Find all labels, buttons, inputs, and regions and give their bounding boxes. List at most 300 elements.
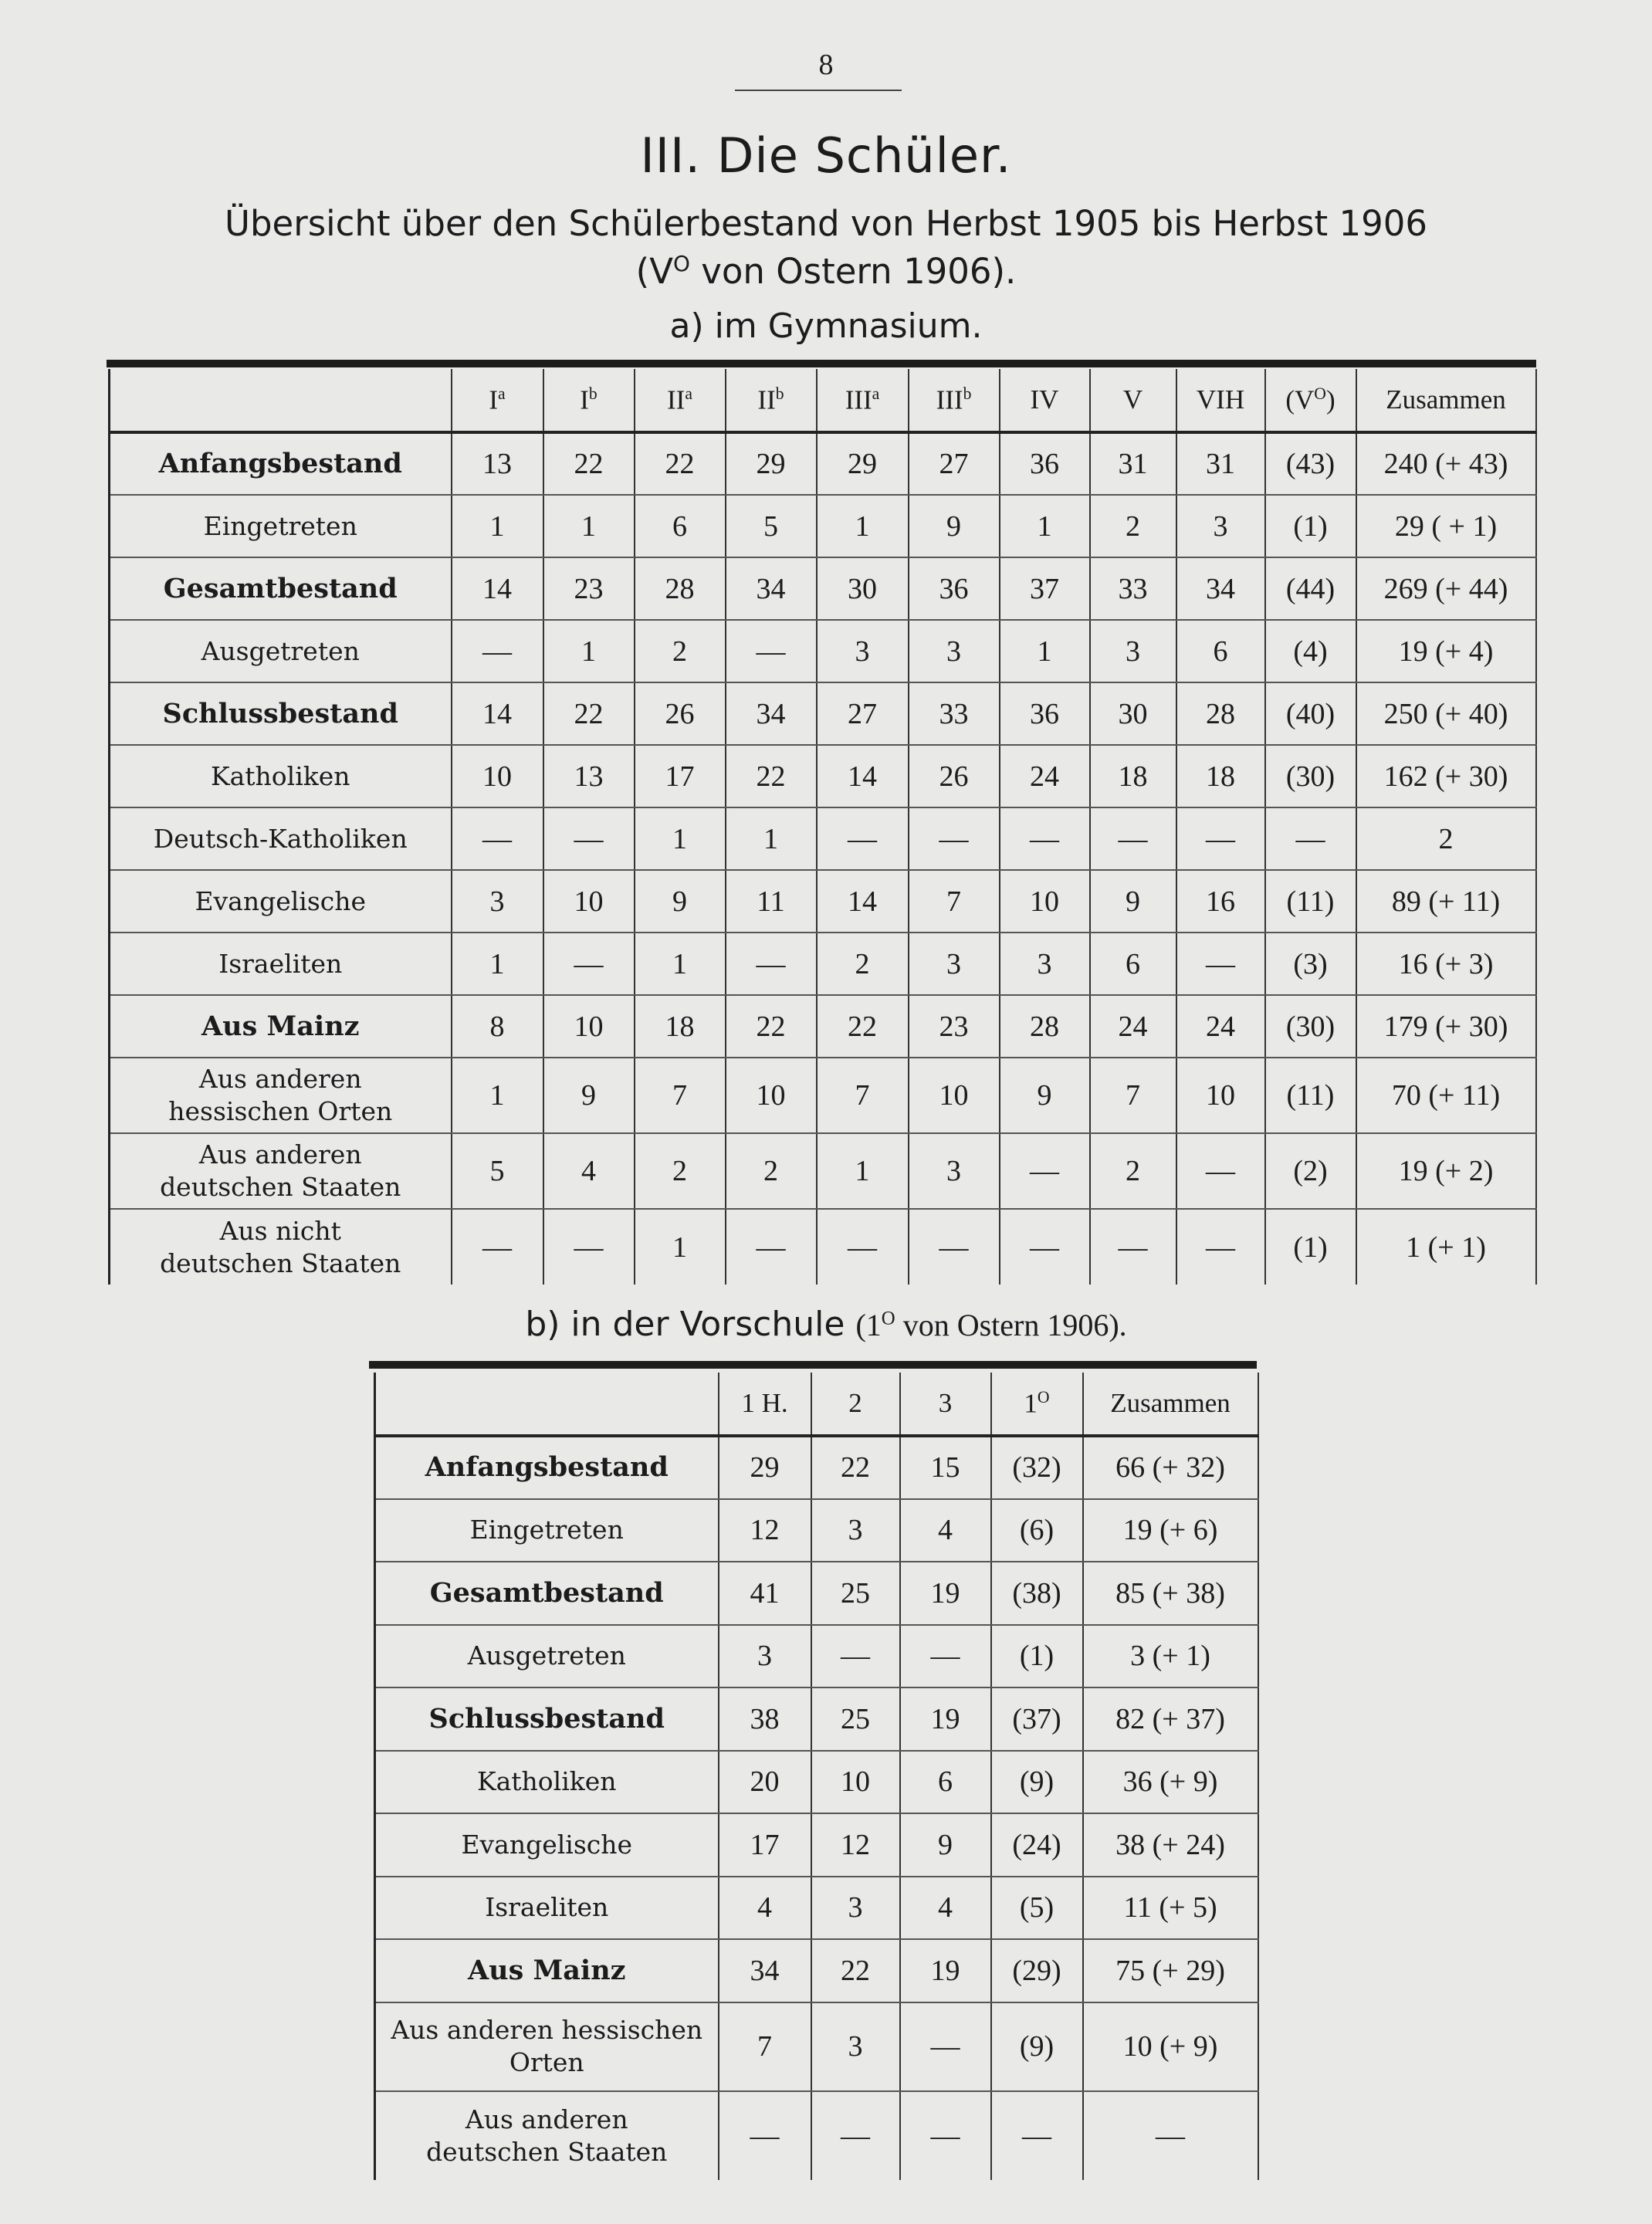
table-cell: 18 (1176, 745, 1265, 807)
table-row (375, 2091, 1258, 2180)
table-cell: 7 (635, 1058, 726, 1133)
table-cell: 24 (1000, 745, 1090, 807)
table-cell: 36 (+ 9) (1083, 1751, 1258, 1814)
table-cell: 14 (452, 557, 543, 620)
table-cell: 6 (900, 1751, 991, 1814)
table-cell: (32) (991, 1436, 1083, 1499)
table-cell: 10 (1000, 870, 1090, 933)
table-cell: (3) (1265, 933, 1356, 995)
table-cell: 22 (811, 1939, 900, 2002)
table-cell: — (1176, 807, 1265, 870)
row-label: Israeliten (110, 933, 452, 995)
column-header (452, 369, 543, 432)
table-cell: — (1000, 1133, 1090, 1209)
table-cell: 34 (719, 1939, 811, 2002)
table-cell: 27 (817, 682, 909, 745)
table-cell: 3 (1000, 933, 1090, 995)
table-row (375, 1939, 1258, 2002)
table-cell: 1 (543, 495, 635, 557)
row-label-line: Orten (509, 2047, 584, 2077)
table-row (375, 1687, 1258, 1751)
table-row (375, 1499, 1258, 1562)
table-cell: 28 (1000, 995, 1090, 1058)
row-label: Katholiken (110, 745, 452, 807)
row-label-line: Aus anderen (198, 1139, 362, 1170)
table-cell: 38 (+ 24) (1083, 1813, 1258, 1877)
table-cell: 4 (719, 1877, 811, 1940)
table-cell: — (817, 1209, 909, 1285)
table-cell: 2 (635, 620, 726, 682)
row-label: Gesamtbestand (110, 557, 452, 620)
table-row (110, 870, 1536, 933)
table-cell: — (1090, 807, 1176, 870)
table-cell: 23 (543, 557, 635, 620)
table-cell: 2 (1090, 495, 1176, 557)
table-header-row (110, 369, 1536, 432)
table-cell: 33 (1090, 557, 1176, 620)
column-header-sup: a (498, 384, 506, 403)
table-cell: — (719, 2091, 811, 2180)
row-label: Anfangsbestand (110, 432, 452, 495)
table-cell: 19 (900, 1562, 991, 1625)
column-header (811, 1373, 900, 1436)
table-cell: — (1176, 1209, 1265, 1285)
column-header-base: I (489, 384, 498, 415)
table-row (375, 1625, 1258, 1688)
row-label: Eingetreten (110, 495, 452, 557)
table-cell: 41 (719, 1562, 811, 1625)
table-cell: 1 (452, 1058, 543, 1133)
header-blank-cell (110, 369, 452, 432)
column-header-sup: b (775, 384, 784, 403)
table-row (110, 933, 1536, 995)
table-cell: — (1176, 1133, 1265, 1209)
row-label: Aus Mainz (110, 995, 452, 1058)
table-cell: (1) (1265, 1209, 1356, 1285)
row-label-line: deutschen Staaten (426, 2136, 668, 2167)
table-row (110, 807, 1536, 870)
column-header (1356, 369, 1536, 432)
table-cell: 10 (811, 1751, 900, 1814)
table-cell: 3 (811, 2002, 900, 2091)
table-row (110, 1133, 1536, 1209)
table-cell: 16 (1176, 870, 1265, 933)
table-cell: 9 (635, 870, 726, 933)
table-cell: (40) (1265, 682, 1356, 745)
table-cell: 36 (1000, 432, 1090, 495)
table-cell: 179 (+ 30) (1356, 995, 1536, 1058)
table-cell: 3 (909, 620, 1000, 682)
page-subtitle: Übersicht über den Schülerbestand von Herbst 1905 bis Herbst 1906 (225, 203, 1427, 244)
table-cell: 3 (1176, 495, 1265, 557)
table-cell: 4 (900, 1877, 991, 1940)
column-header-base: Zusammen (1110, 1388, 1231, 1418)
table-cell: 250 (+ 40) (1356, 682, 1536, 745)
table-cell: — (726, 1209, 817, 1285)
section-b-title: b) in der Vorschule (525, 1305, 845, 1344)
table-cell: 33 (909, 682, 1000, 745)
table-cell: 7 (909, 870, 1000, 933)
column-header (543, 369, 635, 432)
table-cell: 1 (543, 620, 635, 682)
row-label: Deutsch-Katholiken (110, 807, 452, 870)
row-label: Katholiken (375, 1751, 719, 1814)
column-header-base: 3 (938, 1388, 953, 1418)
section-b-note (855, 1308, 1126, 1342)
row-label (375, 2002, 719, 2091)
table-cell: 11 (+ 5) (1083, 1877, 1258, 1940)
row-label: Schlussbestand (110, 682, 452, 745)
table-cell: 22 (726, 745, 817, 807)
column-header (817, 369, 909, 432)
column-header-base: 1 (1024, 1388, 1038, 1419)
table-cell: 1 (635, 1209, 726, 1285)
row-label: Eingetreten (375, 1499, 719, 1562)
table-cell: 12 (811, 1813, 900, 1877)
table-cell: 10 (1176, 1058, 1265, 1133)
table-cell: 14 (452, 682, 543, 745)
table-cell: (29) (991, 1939, 1083, 2002)
table-cell: 19 (+ 4) (1356, 620, 1536, 682)
table-cell: 24 (1176, 995, 1265, 1058)
column-header (1090, 369, 1176, 432)
table-cell: (44) (1265, 557, 1356, 620)
column-header-sup: O (1314, 384, 1326, 403)
row-label (110, 1133, 452, 1209)
table-cell: 12 (719, 1499, 811, 1562)
table-cell: 3 (909, 933, 1000, 995)
table-cell: 82 (+ 37) (1083, 1687, 1258, 1751)
table-cell: 9 (1000, 1058, 1090, 1133)
table-cell: 2 (635, 1133, 726, 1209)
table-cell: 27 (909, 432, 1000, 495)
table-cell: 26 (635, 682, 726, 745)
table-cell: 22 (543, 432, 635, 495)
table-cell: 34 (726, 557, 817, 620)
column-header-sup: b (963, 384, 972, 403)
subtitle2-suffix: von Ostern 1906). (689, 251, 1017, 292)
table-cell: 3 (811, 1877, 900, 1940)
row-label: Evangelische (110, 870, 452, 933)
table-cell: 1 (452, 495, 543, 557)
table-cell: — (1090, 1209, 1176, 1285)
table-cell: 66 (+ 32) (1083, 1436, 1258, 1499)
table-cell: 1 (1000, 495, 1090, 557)
table-cell: 38 (719, 1687, 811, 1751)
column-header-base: V (1122, 384, 1143, 415)
table-cell: (30) (1265, 745, 1356, 807)
page-number: 8 (818, 49, 834, 81)
row-label: Evangelische (375, 1813, 719, 1877)
row-label-line: Aus nicht (219, 1215, 341, 1246)
column-header (635, 369, 726, 432)
table-cell: 22 (817, 995, 909, 1058)
table-cell: 22 (543, 682, 635, 745)
column-header-base: 1 H. (741, 1388, 788, 1418)
table-row (375, 1813, 1258, 1877)
table-cell: — (811, 1625, 900, 1688)
table-cell: 2 (1090, 1133, 1176, 1209)
table-cell: 10 (452, 745, 543, 807)
table-cell: 89 (+ 11) (1356, 870, 1536, 933)
table-cell: 22 (811, 1436, 900, 1499)
column-header-base: 2 (848, 1388, 862, 1418)
table-cell: (43) (1265, 432, 1356, 495)
table-cell: — (900, 2091, 991, 2180)
section-b-note-prefix: (1 (855, 1308, 882, 1342)
table-cell: (37) (991, 1687, 1083, 1751)
table-cell: 25 (811, 1687, 900, 1751)
table-cell: 1 (817, 495, 909, 557)
table-row (110, 745, 1536, 807)
table-row (375, 1562, 1258, 1625)
table-cell: 17 (635, 745, 726, 807)
table-cell: 9 (543, 1058, 635, 1133)
table-cell: — (1176, 933, 1265, 995)
table-cell: 37 (1000, 557, 1090, 620)
page-subtitle-2 (0, 251, 1652, 292)
column-header (719, 1373, 811, 1436)
column-header-sup: a (685, 384, 692, 403)
table-cell: (30) (1265, 995, 1356, 1058)
row-label-line: Aus anderen (198, 1064, 362, 1094)
table-cell: (5) (991, 1877, 1083, 1940)
table-cell: 19 (900, 1939, 991, 2002)
table-row (375, 2002, 1258, 2091)
column-header (909, 369, 1000, 432)
table-cell: 10 (726, 1058, 817, 1133)
table-cell: 24 (1090, 995, 1176, 1058)
table-cell: — (726, 933, 817, 995)
table-cell: 1 (635, 933, 726, 995)
column-header-base: IV (1030, 384, 1059, 415)
table-cell: 29 (719, 1436, 811, 1499)
row-label-line: Aus anderen (465, 2104, 628, 2134)
row-label (110, 1058, 452, 1133)
section-b-note-sup: O (881, 1308, 895, 1329)
table-cell: (2) (1265, 1133, 1356, 1209)
section-b-heading (0, 1305, 1652, 1344)
table-cell: 3 (1090, 620, 1176, 682)
column-header-after: ) (1325, 384, 1335, 415)
column-header-base: III (936, 384, 963, 415)
table-cell: — (817, 807, 909, 870)
table-cell: 162 (+ 30) (1356, 745, 1536, 807)
table-cell: 9 (909, 495, 1000, 557)
table-cell: 31 (1090, 432, 1176, 495)
table-cell: (38) (991, 1562, 1083, 1625)
table-cell: 9 (1090, 870, 1176, 933)
table-cell: 20 (719, 1751, 811, 1814)
table-row (110, 995, 1536, 1058)
table-cell: — (543, 807, 635, 870)
table-cell: 85 (+ 38) (1083, 1562, 1258, 1625)
table-cell: 1 (452, 933, 543, 995)
table-cell: — (1265, 807, 1356, 870)
table-row (110, 1209, 1536, 1285)
table-cell: 19 (900, 1687, 991, 1751)
table-cell: 2 (817, 933, 909, 995)
table-cell: (11) (1265, 1058, 1356, 1133)
table-cell: 2 (1356, 807, 1536, 870)
table-cell: 4 (900, 1499, 991, 1562)
row-label: Aus Mainz (375, 1939, 719, 2002)
table-cell: 7 (1090, 1058, 1176, 1133)
table-cell: — (1000, 807, 1090, 870)
table-row (375, 1877, 1258, 1940)
table-cell: — (991, 2091, 1083, 2180)
section-b-note-suffix: von Ostern 1906). (895, 1308, 1127, 1342)
table-cell: 28 (635, 557, 726, 620)
table-cell: 10 (543, 870, 635, 933)
table-cell: 3 (+ 1) (1083, 1625, 1258, 1688)
table-cell: 9 (900, 1813, 991, 1877)
table-cell: — (452, 807, 543, 870)
table-cell: — (543, 933, 635, 995)
table-cell: 75 (+ 29) (1083, 1939, 1258, 2002)
table-cell: 29 ( + 1) (1356, 495, 1536, 557)
table-cell: 29 (726, 432, 817, 495)
table-cell: 22 (726, 995, 817, 1058)
table-cell: 36 (1000, 682, 1090, 745)
column-header-base: II (667, 384, 686, 415)
table-row (110, 682, 1536, 745)
table-row (375, 1751, 1258, 1814)
table-cell: 240 (+ 43) (1356, 432, 1536, 495)
table-row (375, 1436, 1258, 1499)
table-header-row (375, 1373, 1258, 1436)
table-cell: 1 (+ 1) (1356, 1209, 1536, 1285)
table-cell: 10 (543, 995, 635, 1058)
table-cell: (9) (991, 1751, 1083, 1814)
vorschule-table-top-rule (369, 1361, 1257, 1369)
table-cell: 18 (1090, 745, 1176, 807)
table-cell: 15 (900, 1436, 991, 1499)
table-cell: 30 (1090, 682, 1176, 745)
column-header-sup: a (872, 384, 880, 403)
row-label: Schlussbestand (375, 1687, 719, 1751)
table-cell: 23 (909, 995, 1000, 1058)
column-header-base: II (757, 384, 776, 415)
table-cell: 26 (909, 745, 1000, 807)
table-cell: 17 (719, 1813, 811, 1877)
table-cell: — (1000, 1209, 1090, 1285)
table-cell: — (452, 620, 543, 682)
row-label (110, 1209, 452, 1285)
table-cell: 19 (+ 6) (1083, 1499, 1258, 1562)
column-header-base: I (580, 384, 589, 415)
table-cell: 1 (726, 807, 817, 870)
table-cell: (11) (1265, 870, 1356, 933)
table-cell: 31 (1176, 432, 1265, 495)
table-cell: — (909, 807, 1000, 870)
page-title: III. Die Schüler. (640, 127, 1012, 184)
header-blank-cell (375, 1373, 719, 1436)
table-cell: 3 (452, 870, 543, 933)
table-row (110, 432, 1536, 495)
table-cell: 16 (+ 3) (1356, 933, 1536, 995)
table-cell: 8 (452, 995, 543, 1058)
table-row (110, 1058, 1536, 1133)
table-cell: 28 (1176, 682, 1265, 745)
row-label-line: hessischen Orten (168, 1096, 393, 1126)
table-cell: 3 (817, 620, 909, 682)
column-header (900, 1373, 991, 1436)
column-header (1265, 369, 1356, 432)
page-number-rule (735, 90, 902, 91)
table-cell: — (452, 1209, 543, 1285)
table-cell: 10 (909, 1058, 1000, 1133)
column-header (991, 1373, 1083, 1436)
table-cell: 70 (+ 11) (1356, 1058, 1536, 1133)
table-cell: 11 (726, 870, 817, 933)
table-cell: 34 (1176, 557, 1265, 620)
table-cell: 6 (635, 495, 726, 557)
row-label: Anfangsbestand (375, 1436, 719, 1499)
table-cell: 29 (817, 432, 909, 495)
column-header-base: III (845, 384, 872, 415)
table-cell: 13 (543, 745, 635, 807)
table-cell: — (726, 620, 817, 682)
table-cell: 13 (452, 432, 543, 495)
section-a-heading: a) im Gymnasium. (669, 306, 983, 346)
table-cell: 3 (719, 1625, 811, 1688)
row-label: Gesamtbestand (375, 1562, 719, 1625)
table-cell: 14 (817, 870, 909, 933)
table-cell: 4 (543, 1133, 635, 1209)
table-cell: 30 (817, 557, 909, 620)
table-cell: 22 (635, 432, 726, 495)
table-row (110, 557, 1536, 620)
table-cell: 19 (+ 2) (1356, 1133, 1536, 1209)
column-header (1083, 1373, 1258, 1436)
table-cell: 6 (1090, 933, 1176, 995)
table-cell: 5 (726, 495, 817, 557)
table-cell: (1) (991, 1625, 1083, 1688)
table-cell: — (811, 2091, 900, 2180)
row-label: Ausgetreten (110, 620, 452, 682)
table-cell: 36 (909, 557, 1000, 620)
table-cell: 3 (909, 1133, 1000, 1209)
table-cell: — (909, 1209, 1000, 1285)
table-cell: 7 (817, 1058, 909, 1133)
row-label-line: Aus anderen hessischen (391, 2015, 703, 2045)
table-cell: (24) (991, 1813, 1083, 1877)
table-cell: 269 (+ 44) (1356, 557, 1536, 620)
table-cell: 10 (+ 9) (1083, 2002, 1258, 2091)
table-cell: 14 (817, 745, 909, 807)
column-header (1176, 369, 1265, 432)
table-cell: — (900, 2002, 991, 2091)
table-cell: 34 (726, 682, 817, 745)
row-label-line: deutschen Staaten (160, 1247, 401, 1278)
table-cell: 6 (1176, 620, 1265, 682)
vorschule-table (374, 1373, 1259, 2180)
column-header-sup: O (1037, 1387, 1050, 1407)
column-header-base: (V (1285, 384, 1315, 415)
row-label: Israeliten (375, 1877, 719, 1940)
subtitle2-sup: O (672, 251, 690, 276)
row-label: Ausgetreten (375, 1625, 719, 1688)
table-cell: — (543, 1209, 635, 1285)
column-header-sup: b (588, 384, 597, 403)
table-cell: (1) (1265, 495, 1356, 557)
table-cell: 25 (811, 1562, 900, 1625)
table-cell: (4) (1265, 620, 1356, 682)
table-cell: 1 (817, 1133, 909, 1209)
table-cell: 1 (1000, 620, 1090, 682)
table-cell: 2 (726, 1133, 817, 1209)
